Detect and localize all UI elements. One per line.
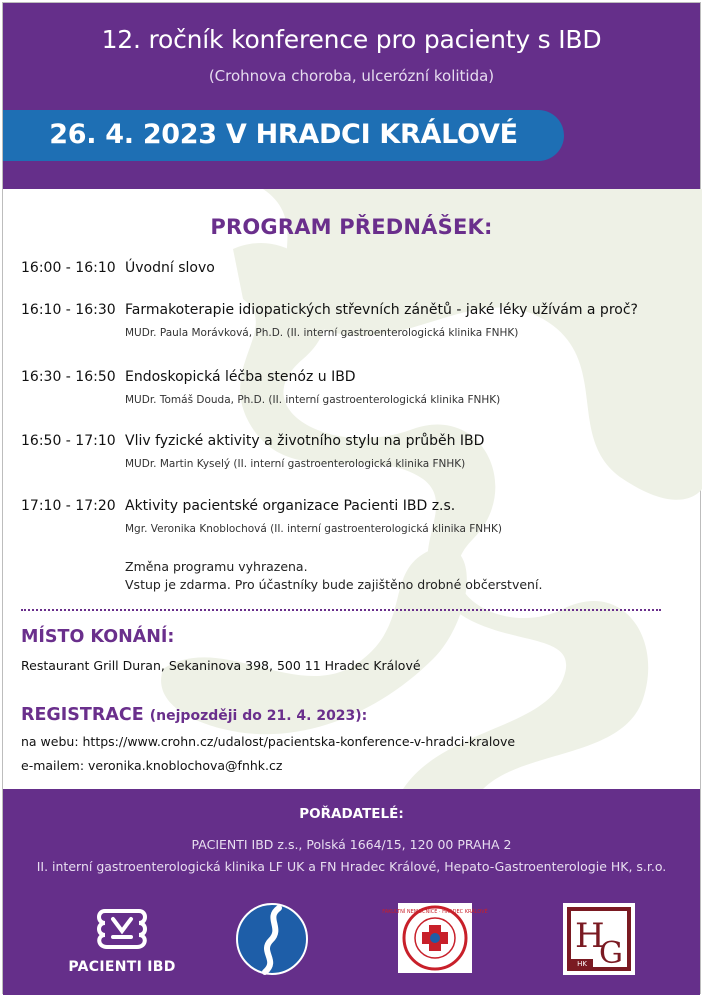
program-speaker: MUDr. Martin Kyselý (II. interní gastroenterologická klinika FNHK): [125, 458, 466, 470]
gastro-society-logo-icon: [235, 902, 309, 976]
pacienti-ibd-logo: [67, 901, 177, 979]
hg-sub-label: HK: [577, 960, 587, 968]
poster: [2, 2, 701, 994]
program-time: 16:50 - 17:10: [21, 433, 116, 449]
hg-letter-g: G: [599, 936, 623, 971]
program-talk: Aktivity pacientské organizace Pacienti IBD z.s.: [125, 498, 456, 514]
program-talk: Endoskopická léčba stenóz u IBD: [125, 369, 356, 385]
program-note: Vstup je zdarma. Pro účastníky bude zajištěno drobné občerstvení.: [125, 577, 543, 592]
organizer-line: II. interní gastroenterologická klinika LF UK a FN Hradec Králové, Hepato-Gastroenterologie HK, s.r.o.: [36, 859, 667, 874]
program-talk: Vliv fyzické aktivity a životního stylu na průběh IBD: [125, 433, 485, 449]
program-time: 17:10 - 17:20: [21, 498, 116, 514]
program-speaker: Mgr. Veronika Knoblochová (II. interní gastroenterologická klinika FNHK): [125, 523, 502, 535]
program-note: Změna programu vyhrazena.: [125, 559, 308, 574]
program-speaker: MUDr. Tomáš Douda, Ph.D. (II. interní gastroenterologická klinika FNHK): [125, 394, 501, 406]
program-time: 16:10 - 16:30: [21, 302, 116, 318]
dotted-divider: [21, 609, 661, 611]
venue-address: Restaurant Grill Duran, Sekaninova 398, 500 11 Hradec Králové: [21, 658, 421, 673]
venue-heading: MÍSTO KONÁNÍ:: [21, 627, 175, 647]
registration-web[interactable]: na webu: https://www.crohn.cz/udalost/pacientska-konference-v-hradci-kralove: [21, 734, 516, 749]
program-time: 16:00 - 16:10: [21, 260, 116, 276]
program-talk: Úvodní slovo: [125, 260, 215, 276]
date-location: 26. 4. 2023 V HRADCI KRÁLOVÉ: [49, 119, 518, 150]
intestine-icon: [67, 901, 177, 953]
registration-email[interactable]: e-mailem: veronika.knoblochova@fnhk.cz: [21, 758, 283, 773]
registration-label: REGISTRACE: [21, 705, 144, 725]
pacienti-ibd-label: PACIENTI IBD: [68, 959, 176, 975]
program-time: 16:30 - 16:50: [21, 369, 116, 385]
conference-subtitle: (Crohnova choroba, ulcerózní kolitida): [208, 67, 495, 85]
registration-deadline: (nejpozději do 21. 4. 2023):: [149, 708, 368, 724]
conference-title: 12. ročník konference pro pacienty s IBD: [101, 25, 602, 54]
program-title: PROGRAM PŘEDNÁŠEK:: [210, 215, 493, 239]
hg-clinic-logo-icon: [563, 903, 635, 975]
organizers-heading: POŘADATELÉ:: [299, 806, 404, 822]
organizer-line: PACIENTI IBD z.s., Polská 1664/15, 120 00 PRAHA 2: [191, 837, 512, 852]
fnhk-ring-text: FAKULTNÍ NEMOCNICE · HRADEC KRÁLOVÉ: [382, 909, 488, 915]
hg-letter-h: H: [575, 916, 605, 956]
program-speaker: MUDr. Paula Morávková, Ph.D. (II. interní gastroenterologická klinika FNHK): [125, 327, 519, 339]
registration-heading: [21, 705, 367, 725]
program-talk: Farmakoterapie idiopatických střevních zánětů - jaké léky užívám a proč?: [125, 302, 638, 318]
fnhk-hospital-logo-icon: [382, 903, 488, 973]
background-swirl-decoration: [3, 189, 702, 789]
